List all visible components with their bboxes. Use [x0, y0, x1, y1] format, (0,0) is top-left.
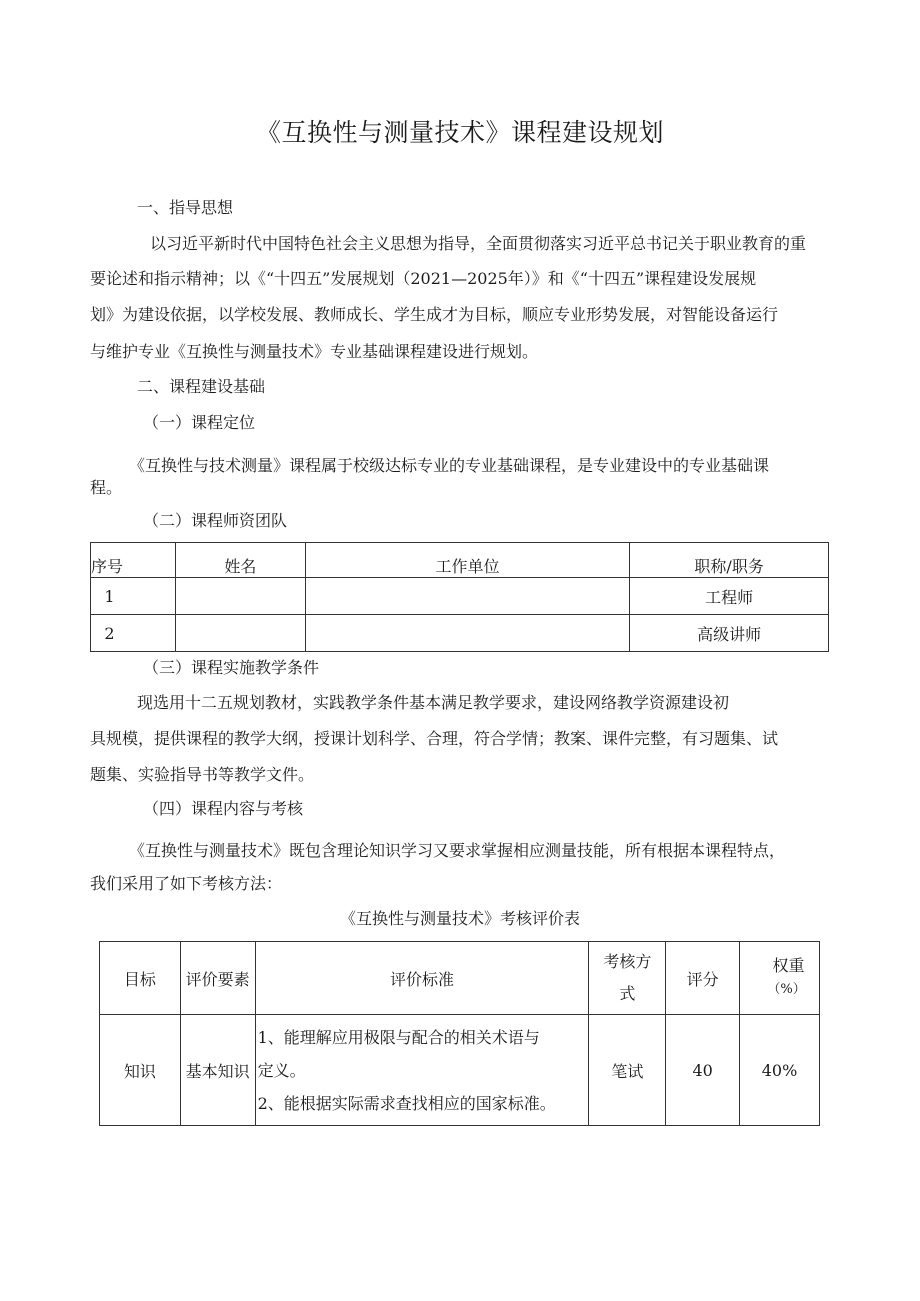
teaching-team-table	[90, 542, 829, 652]
header-cell: 目标	[100, 942, 181, 1015]
header-cell	[589, 942, 666, 1015]
table-cell: 2	[91, 615, 176, 652]
paragraph-line: 要论述和指示精神；以《“十四五”发展规划（2021—2025年）》和《“十四五”课程建设发展规	[90, 269, 757, 288]
header-text-line: 式	[619, 984, 636, 1003]
table-row	[91, 615, 829, 652]
table-cell	[175, 578, 305, 615]
table-cell: 40%	[740, 1015, 820, 1126]
paragraph-line: 《互换性与测量技术》既包含理论知识学习又要求掌握相应测量技能，所有根据本课程特点，	[129, 841, 786, 860]
paragraph-line: 与维护专业《互换性与测量技术》专业基础课程建设进行规划。	[90, 342, 539, 361]
paragraph-line: 我们采用了如下考核方法：	[90, 874, 283, 893]
paragraph-line: 划》为建设依据，以学校发展、教师成长、学生成才为目标，顺应专业形势发展，对智能设备运行	[90, 305, 779, 324]
table-cell	[305, 615, 630, 652]
table-cell	[175, 615, 305, 652]
header-cell: 评价要素	[180, 942, 255, 1015]
table-cell: 1	[91, 578, 176, 615]
paragraph-line: 以习近平新时代中国特色社会主义思想为指导，全面贯彻落实习近平总书记关于职业教育的重	[150, 234, 807, 253]
table-row	[100, 1015, 820, 1126]
header-cell: 姓名	[175, 543, 305, 578]
paragraph-line: 《互换性与技术测量》课程属于校级达标专业的专业基础课程，是专业建设中的专业基础课	[129, 456, 770, 475]
paragraph-line: 程。	[90, 478, 123, 497]
header-text-line: （%）	[767, 982, 806, 997]
table-cell: 基本知识	[180, 1015, 255, 1126]
header-text-line: 权重	[772, 956, 805, 975]
standard-line: 定义。	[257, 1060, 306, 1080]
subsection-heading-teaching-team: （二）课程师资团队	[143, 511, 288, 530]
table-row	[91, 578, 829, 615]
standard-line: 2、能根据实际需求查找相应的国家标准。	[257, 1093, 556, 1113]
header-cell: 工作单位	[305, 543, 630, 578]
header-cell	[740, 942, 820, 1015]
table-cell: 高级讲师	[630, 615, 829, 652]
assessment-table	[99, 941, 820, 1126]
table-cell	[305, 578, 630, 615]
paragraph-line: 题集、实验指导书等教学文件。	[90, 765, 315, 784]
subsection-heading-content-assessment: （四）课程内容与考核	[143, 799, 304, 818]
table-cell: 40	[666, 1015, 740, 1126]
table-header-row	[91, 543, 829, 578]
paragraph-line: 具规模，提供课程的教学大纲，授课计划科学、合理，符合学情；教案、课件完整，有习题集、试	[90, 729, 779, 748]
document-title: 《互换性与测量技术》课程建设规划	[255, 118, 664, 147]
header-cell: 评价标准	[255, 942, 589, 1015]
header-cell: 序号	[91, 543, 176, 578]
table-caption: 《互换性与测量技术》考核评价表	[339, 909, 580, 928]
table-cell	[255, 1015, 589, 1126]
paragraph-line: 现选用十二五规划教材，实践教学条件基本满足教学要求，建设网络教学资源建设初	[137, 693, 730, 712]
table-cell: 工程师	[630, 578, 829, 615]
header-cell: 评分	[666, 942, 740, 1015]
section-heading-course-foundation: 二、课程建设基础	[137, 377, 266, 396]
table-cell: 笔试	[589, 1015, 666, 1126]
subsection-heading-course-positioning: （一）课程定位	[143, 413, 256, 432]
standard-line: 1、能理解应用极限与配合的相关术语与	[257, 1027, 540, 1047]
header-text-line: 考核方	[603, 952, 652, 971]
table-cell: 知识	[100, 1015, 181, 1126]
subsection-heading-teaching-conditions: （三）课程实施教学条件	[143, 658, 320, 677]
table-header-row	[100, 942, 820, 1015]
section-heading-guiding-thought: 一、指导思想	[137, 198, 234, 217]
header-cell: 职称/职务	[630, 543, 829, 578]
